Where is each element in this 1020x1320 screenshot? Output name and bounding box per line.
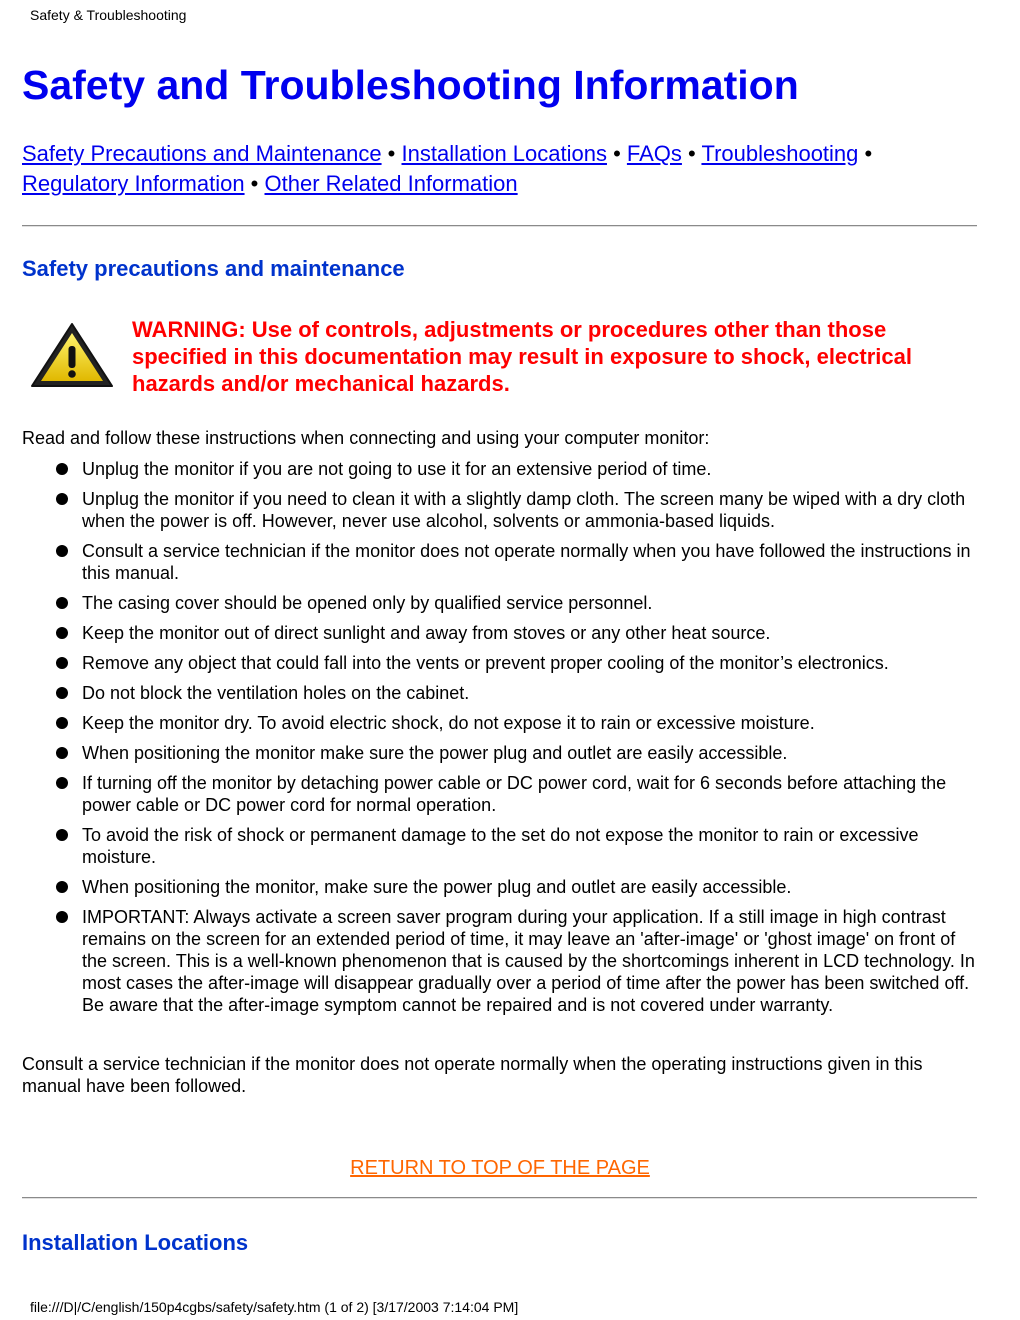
safety-bullet-list xyxy=(52,458,982,1024)
list-item-text: Do not block the ventilation holes on the cabinet. xyxy=(82,683,470,703)
list-item xyxy=(52,712,982,734)
list-item xyxy=(52,652,982,674)
nav-link-installation-locations[interactable]: Installation Locations xyxy=(401,141,607,166)
bullet-icon xyxy=(56,627,68,639)
print-footer: file:///D|/C/english/150p4cgbs/safety/safety.htm (1 of 2) [3/17/2003 7:14:04 PM] xyxy=(30,1299,519,1315)
bullet-icon xyxy=(56,911,68,923)
list-item xyxy=(52,540,982,584)
bullet-icon xyxy=(56,717,68,729)
nav-link-regulatory-information[interactable]: Regulatory Information xyxy=(22,171,245,196)
bullet-icon xyxy=(56,463,68,475)
warning-text: WARNING: Use of controls, adjustments or procedures other than those specified in this documentation may result in exposure to shock, electrical hazards and/or mechanical hazards. xyxy=(132,317,912,396)
list-item-text: Keep the monitor dry. To avoid electric shock, do not expose it to rain or excessive moisture. xyxy=(82,713,815,733)
nav-link-faqs[interactable]: FAQs xyxy=(626,141,682,166)
list-item xyxy=(52,824,982,868)
horizontal-rule xyxy=(22,1197,977,1199)
nav-separator: • xyxy=(244,171,265,196)
list-item-text: Remove any object that could fall into the vents or prevent proper cooling of the monitor’s electronics. xyxy=(82,653,889,673)
nav-link-safety-precautions[interactable]: Safety Precautions and Maintenance xyxy=(22,141,382,166)
list-item-text: Consult a service technician if the monitor does not operate normally when you have followed the instructions in this manual. xyxy=(82,541,971,583)
list-item xyxy=(52,742,982,764)
list-item-text: Unplug the monitor if you are not going to use it for an extensive period of time. xyxy=(82,459,712,479)
bullet-icon xyxy=(56,493,68,505)
list-item xyxy=(52,906,982,1016)
list-item xyxy=(52,682,982,704)
intro-paragraph: Read and follow these instructions when connecting and using your computer monitor: xyxy=(22,428,710,448)
warning-triangle-icon xyxy=(30,322,114,390)
list-item-text: The casing cover should be opened only by qualified service personnel. xyxy=(82,593,653,613)
nav-separator: • xyxy=(858,141,873,166)
section-title-safety: Safety precautions and maintenance xyxy=(22,256,405,281)
bullet-icon xyxy=(56,829,68,841)
section-title-installation: Installation Locations xyxy=(22,1230,249,1255)
bullet-icon xyxy=(56,545,68,557)
list-item xyxy=(52,876,982,898)
print-header: Safety & Troubleshooting xyxy=(30,7,187,23)
horizontal-rule xyxy=(22,225,977,227)
list-item xyxy=(52,458,982,480)
nav-separator: • xyxy=(606,141,627,166)
bullet-icon xyxy=(56,777,68,789)
list-item xyxy=(52,592,982,614)
return-to-top-container xyxy=(0,1157,1000,1180)
bullet-icon xyxy=(56,881,68,893)
list-item-text: When positioning the monitor, make sure the power plug and outlet are easily accessible. xyxy=(82,877,792,897)
nav-link-other-related-information[interactable]: Other Related Information xyxy=(264,171,518,196)
list-item xyxy=(52,772,982,816)
closing-paragraph: Consult a service technician if the monitor does not operate normally when the operating instructions given in this manual have been followed. xyxy=(22,1054,923,1096)
list-item-text: To avoid the risk of shock or permanent damage to the set do not expose the monitor to rain or excessive moisture. xyxy=(82,825,919,867)
section-nav xyxy=(22,139,972,199)
return-to-top-link[interactable]: RETURN TO TOP OF THE PAGE xyxy=(350,1157,650,1179)
list-item-text: When positioning the monitor make sure the power plug and outlet are easily accessible. xyxy=(82,743,788,763)
list-item-text: Unplug the monitor if you need to clean it with a slightly damp cloth. The screen many be wiped with a dry cloth when the power is off. However, never use alcohol, solvents or ammonia-based liquids. xyxy=(82,489,966,531)
bullet-icon xyxy=(56,687,68,699)
nav-link-troubleshooting[interactable]: Troubleshooting xyxy=(701,141,859,166)
list-item-text: If turning off the monitor by detaching power cable or DC power cord, wait for 6 seconds before attaching the power cable or DC power cord for normal operation. xyxy=(82,773,947,815)
nav-separator: • xyxy=(381,141,402,166)
page-title: Safety and Troubleshooting Information xyxy=(22,62,799,108)
list-item xyxy=(52,622,982,644)
bullet-icon xyxy=(56,747,68,759)
bullet-icon xyxy=(56,657,68,669)
list-item-text: IMPORTANT: Always activate a screen saver program during your application. If a still image in high contrast remains on the screen for an extended period of time, it may leave an 'after-image' or 'ghost image' on front of the screen. This is a well-known phenomenon that is caused by the shortcomings inherent in LCD technology. In most cases the after-image will disappear gradually over a period of time after the power has been switched off. Be aware that the after-image symptom cannot be repaired and is not covered under warranty. xyxy=(82,907,975,1015)
nav-separator: • xyxy=(681,141,702,166)
list-item-text: Keep the monitor out of direct sunlight and away from stoves or any other heat source. xyxy=(82,623,771,643)
list-item xyxy=(52,488,982,532)
bullet-icon xyxy=(56,597,68,609)
